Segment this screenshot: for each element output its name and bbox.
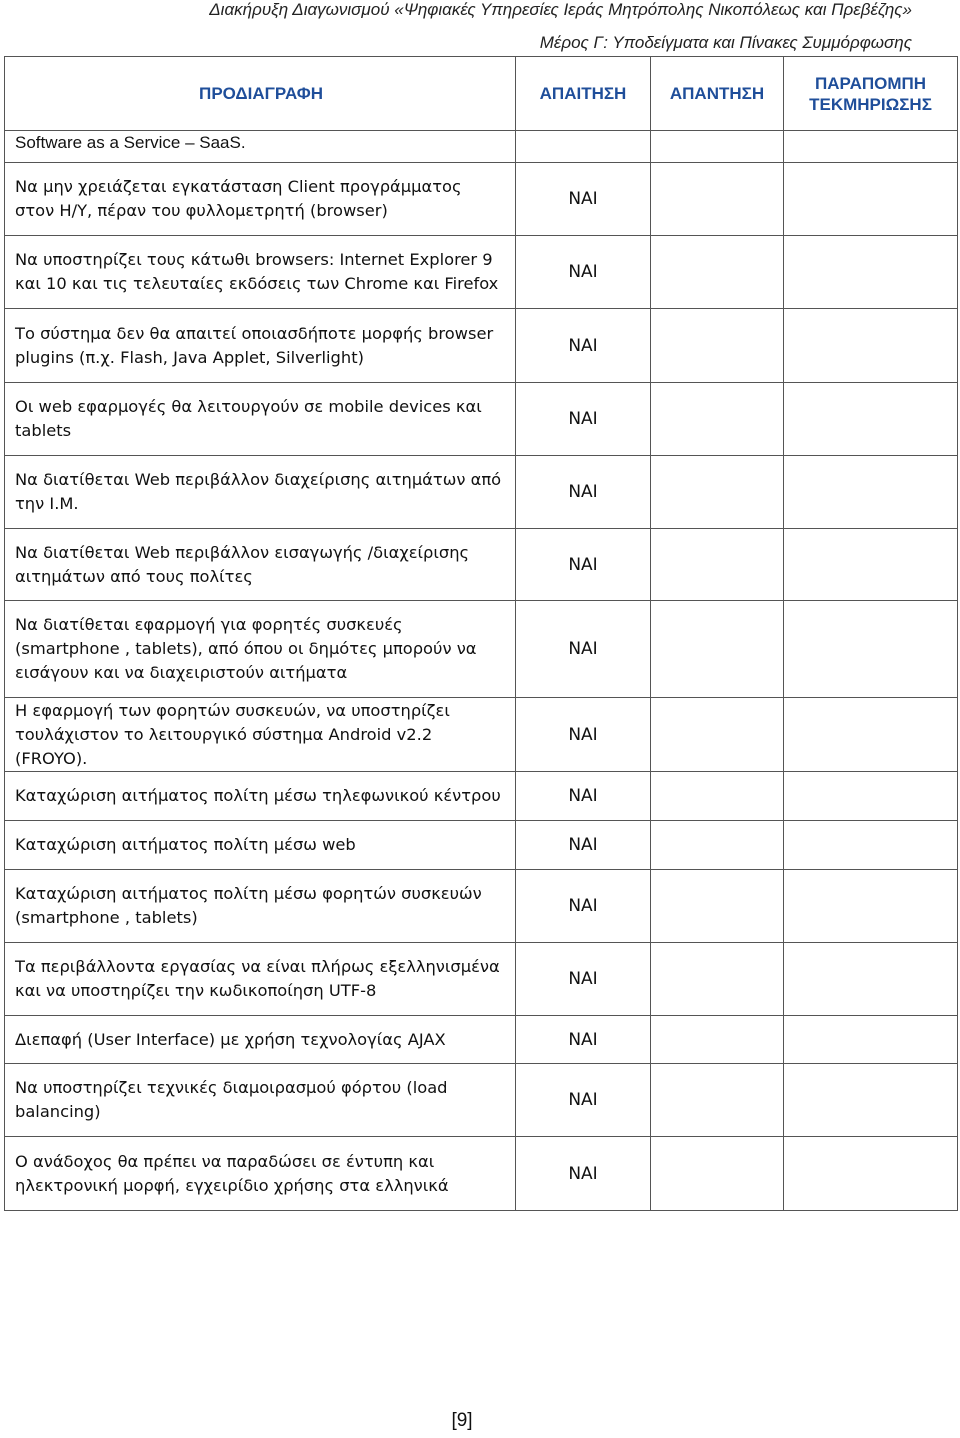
reference-cell (784, 870, 958, 943)
answer-cell (651, 1137, 784, 1211)
reference-cell (784, 309, 958, 383)
section-note: Software as a Service – SaaS. (5, 131, 516, 163)
page-number: [9] (451, 1410, 473, 1431)
reference-cell (784, 772, 958, 821)
table-row (5, 943, 958, 1016)
table-row (5, 529, 958, 601)
answer-cell (651, 163, 784, 236)
requirement-cell: ΝΑΙ (516, 309, 651, 383)
column-header-reference: ΠΑΡΑΠΟΜΠΗ ΤΕΚΜΗΡΙΩΣΗΣ (784, 57, 958, 131)
answer-cell (651, 309, 784, 383)
reference-cell (784, 1137, 958, 1211)
answer-cell (651, 821, 784, 870)
table-row (5, 1137, 958, 1211)
reference-cell (784, 821, 958, 870)
answer-cell (651, 698, 784, 772)
table-row (5, 1064, 958, 1137)
spec-cell: Το σύστημα δεν θα απαιτεί οποιασδήποτε μορφής browser plugins (π.χ. Flash, Java Applet, Silverlight) (5, 309, 516, 383)
reference-cell (784, 529, 958, 601)
requirement-cell: ΝΑΙ (516, 529, 651, 601)
answer-cell (651, 236, 784, 309)
table-cell (651, 131, 784, 163)
compliance-table (4, 56, 958, 1211)
spec-cell: Οι web εφαρμογές θα λειτουργούν σε mobile devices και tablets (5, 383, 516, 456)
column-header-answer: ΑΠΑΝΤΗΣΗ (651, 57, 784, 131)
spec-cell: Καταχώριση αιτήματος πολίτη μέσω φορητών συσκευών (smartphone , tablets) (5, 870, 516, 943)
table-row (5, 601, 958, 698)
reference-cell (784, 943, 958, 1016)
requirement-cell: ΝΑΙ (516, 236, 651, 309)
requirement-cell: ΝΑΙ (516, 943, 651, 1016)
reference-cell (784, 601, 958, 698)
table-row (5, 163, 958, 236)
requirement-cell: ΝΑΙ (516, 870, 651, 943)
table-row (5, 1016, 958, 1064)
answer-cell (651, 601, 784, 698)
spec-cell: Τα περιβάλλοντα εργασίας να είναι πλήρως εξελληνισμένα και να υποστηρίζει την κωδικοποίηση UTF-8 (5, 943, 516, 1016)
spec-cell: Καταχώριση αιτήματος πολίτη μέσω web (5, 821, 516, 870)
spec-cell: Να υποστηρίζει τους κάτωθι browsers: Internet Explorer 9 και 10 και τις τελευταίες εκδόσεις των Chrome και Firefox (5, 236, 516, 309)
table-cell (516, 131, 651, 163)
reference-cell (784, 698, 958, 772)
answer-cell (651, 1064, 784, 1137)
requirement-cell: ΝΑΙ (516, 821, 651, 870)
section-row (5, 131, 958, 163)
reference-cell (784, 163, 958, 236)
requirement-cell: ΝΑΙ (516, 456, 651, 529)
requirement-cell: ΝΑΙ (516, 163, 651, 236)
table-row (5, 309, 958, 383)
spec-cell: Ο ανάδοχος θα πρέπει να παραδώσει σε έντυπη και ηλεκτρονική μορφή, εγχειρίδιο χρήσης στα ελληνικά (5, 1137, 516, 1211)
answer-cell (651, 1016, 784, 1064)
spec-cell: Να διατίθεται εφαρμογή για φορητές συσκευές (smartphone , tablets), από όπου οι δημότες μπορούν να εισάγουν και να διαχειριστούν αιτήματα (5, 601, 516, 698)
answer-cell (651, 529, 784, 601)
spec-cell: Να υποστηρίζει τεχνικές διαμοιρασμού φόρτου (load balancing) (5, 1064, 516, 1137)
requirement-cell: ΝΑΙ (516, 1064, 651, 1137)
answer-cell (651, 383, 784, 456)
reference-cell (784, 236, 958, 309)
requirement-cell: ΝΑΙ (516, 698, 651, 772)
reference-cell (784, 383, 958, 456)
spec-cell: Να διατίθεται Web περιβάλλον διαχείρισης αιτημάτων από την Ι.Μ. (5, 456, 516, 529)
spec-cell: Καταχώριση αιτήματος πολίτη μέσω τηλεφωνικού κέντρου (5, 772, 516, 821)
answer-cell (651, 456, 784, 529)
table-row (5, 383, 958, 456)
requirement-cell: ΝΑΙ (516, 1016, 651, 1064)
answer-cell (651, 870, 784, 943)
requirement-cell: ΝΑΙ (516, 383, 651, 456)
column-header-requirement: ΑΠΑΙΤΗΣΗ (516, 57, 651, 131)
column-header-spec: ΠΡΟΔΙΑΓΡΑΦΗ (5, 57, 516, 131)
reference-cell (784, 1064, 958, 1137)
answer-cell (651, 772, 784, 821)
requirement-cell: ΝΑΙ (516, 601, 651, 698)
reference-cell (784, 1016, 958, 1064)
spec-cell: Να μην χρειάζεται εγκατάσταση Client προγράμματος στον Η/Υ, πέραν του φυλλομετρητή (browser) (5, 163, 516, 236)
table-row (5, 236, 958, 309)
table-row (5, 821, 958, 870)
table-row (5, 698, 958, 772)
spec-cell: Η εφαρμογή των φορητών συσκευών, να υποστηρίζει τουλάχιστον το λειτουργικό σύστημα Android v2.2 (FROYO). (5, 698, 516, 772)
requirement-cell: ΝΑΙ (516, 772, 651, 821)
table-row (5, 772, 958, 821)
table-row (5, 870, 958, 943)
table-header-row (5, 57, 958, 131)
document-part-subtitle: Μέρος Γ: Υποδείγματα και Πίνακες Συμμόρφωσης (539, 33, 912, 52)
requirement-cell: ΝΑΙ (516, 1137, 651, 1211)
table-row (5, 456, 958, 529)
spec-cell: Διεπαφή (User Interface) με χρήση τεχνολογίας AJAX (5, 1016, 516, 1064)
reference-cell (784, 456, 958, 529)
spec-cell: Να διατίθεται Web περιβάλλον εισαγωγής /διαχείρισης αιτημάτων από τους πολίτες (5, 529, 516, 601)
answer-cell (651, 943, 784, 1016)
document-title: Διακήρυξη Διαγωνισμού «Ψηφιακές Υπηρεσίες Ιεράς Μητρόπολης Νικοπόλεως και Πρεβέζης» (209, 0, 912, 19)
table-cell (784, 131, 958, 163)
requirements-body (5, 163, 958, 1211)
